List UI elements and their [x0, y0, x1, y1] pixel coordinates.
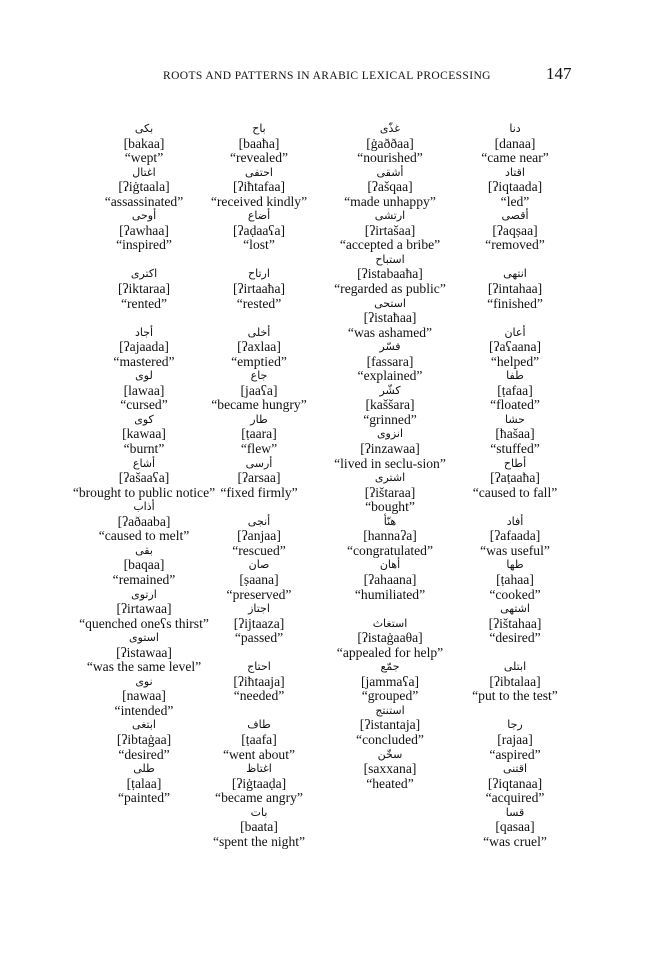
gloss: “floated”	[490, 397, 540, 413]
arabic-word: هنّأ	[383, 514, 397, 528]
gloss: “removed”	[485, 237, 545, 253]
arabic-word: أرسى	[245, 456, 273, 470]
word-entry	[315, 471, 465, 515]
arabic-word: حشا	[505, 412, 525, 426]
arabic-word: طفا	[506, 369, 524, 383]
gloss: “flew”	[240, 441, 278, 457]
word-entry	[188, 806, 330, 850]
transliteration: [ʔirtaaħa]	[232, 281, 286, 297]
arabic-word: اقتنى	[502, 762, 528, 776]
word-entry	[188, 122, 330, 166]
word-entry	[188, 413, 330, 457]
arabic-word: سخّن	[377, 747, 403, 761]
word-entry	[445, 660, 585, 704]
entry-spacer	[188, 500, 330, 515]
transliteration: [ʔahaana]	[363, 571, 417, 587]
arabic-word: اقتاد	[505, 165, 525, 179]
gloss: “was the same level”	[86, 659, 202, 675]
arabic-word: لوى	[135, 369, 153, 383]
word-entry	[445, 806, 585, 850]
transliteration: [danaa]	[494, 135, 536, 151]
transliteration: [ʔistabaaħa]	[357, 266, 423, 282]
arabic-word: استحى	[374, 296, 406, 310]
gloss: “wept”	[124, 150, 164, 166]
transliteration: [baaħa]	[238, 135, 280, 151]
transliteration: [ʔistantaja]	[359, 717, 421, 733]
arabic-word: طار	[250, 412, 268, 426]
transliteration: [ʔinzawaa]	[360, 441, 420, 457]
transliteration: [ʔistaġaaθa]	[357, 630, 423, 646]
transliteration: [ʔirtašaa]	[364, 222, 416, 238]
arabic-word: اشتهى	[500, 602, 530, 616]
word-entry	[315, 427, 465, 471]
gloss: “intended”	[114, 702, 174, 718]
word-column-3	[315, 122, 465, 791]
word-entry	[188, 762, 330, 806]
arabic-word: احتاج	[247, 660, 271, 674]
gloss: “brought to public notice”	[72, 484, 216, 500]
transliteration: [bakaa]	[123, 135, 165, 151]
transliteration: [ʔibtaġaa]	[116, 731, 172, 747]
gloss: “quenched oneʕs thirst”	[79, 615, 209, 631]
gloss: “emptied”	[231, 353, 287, 369]
arabic-word: أضاع	[247, 209, 271, 223]
gloss: “concluded”	[356, 731, 424, 747]
gloss: “aspired”	[489, 746, 541, 762]
arabic-word: قسا	[505, 805, 525, 819]
word-entry	[315, 166, 465, 210]
arabic-word: أخلى	[247, 325, 271, 339]
word-entry	[445, 515, 585, 559]
entry-spacer	[445, 500, 585, 515]
gloss: “rented”	[120, 295, 168, 311]
gloss: “caused to melt”	[98, 528, 190, 544]
transliteration: [ʔiqtaada]	[487, 179, 543, 195]
entry-spacer	[188, 253, 330, 268]
word-entry	[188, 602, 330, 646]
transliteration: [baata]	[240, 819, 278, 835]
word-entry	[188, 457, 330, 501]
transliteration: [ʔaqṣaa]	[492, 222, 538, 238]
word-column-2	[188, 122, 330, 849]
arabic-word: اشترى	[374, 471, 406, 485]
arabic-word: كشّر	[379, 383, 401, 397]
gloss: “mastered”	[113, 353, 175, 369]
gloss: “burnt”	[123, 441, 165, 457]
transliteration: [lawaa]	[123, 382, 165, 398]
gloss: “painted”	[117, 790, 171, 806]
transliteration: [ʔištaraa]	[364, 484, 416, 500]
word-entry	[315, 209, 465, 253]
arabic-word: احتفى	[245, 165, 273, 179]
gloss: “desired”	[118, 746, 170, 762]
word-entry	[445, 166, 585, 210]
transliteration: [ṭafaa]	[497, 382, 533, 398]
arabic-word: استغاث	[372, 616, 408, 630]
entry-spacer	[315, 602, 465, 617]
gloss: “needed”	[233, 688, 285, 704]
gloss: “humiliated”	[354, 586, 426, 602]
gloss: “cooked”	[489, 586, 541, 602]
transliteration: [qasaa]	[495, 819, 535, 835]
transliteration: [fassara]	[366, 353, 414, 369]
entry-spacer	[445, 704, 585, 719]
gloss: “lived in seclu-sion”	[334, 455, 446, 471]
entry-spacer	[188, 311, 330, 326]
arabic-word: بقى	[135, 543, 153, 557]
gloss: “rested”	[236, 295, 282, 311]
transliteration: [ʔintahaa]	[487, 281, 543, 297]
transliteration: [ʔajaada]	[119, 339, 169, 355]
transliteration: [ʔiqtanaa]	[487, 775, 543, 791]
transliteration: [ʔaʕaana]	[488, 339, 542, 355]
transliteration: [rajaa]	[497, 731, 533, 747]
arabic-word: استنتج	[375, 703, 405, 717]
transliteration: [jammaʕa]	[360, 673, 420, 689]
word-entry	[188, 515, 330, 559]
word-entry	[315, 515, 465, 559]
transliteration: [ʔarsaa]	[237, 470, 281, 486]
arabic-word: فسّر	[379, 340, 401, 354]
entry-spacer	[188, 646, 330, 661]
transliteration: [ʔištahaa]	[488, 615, 542, 631]
entry-spacer	[188, 704, 330, 719]
word-entry	[315, 660, 465, 704]
transliteration: [ʔafaada]	[489, 528, 541, 544]
transliteration: [ʔaḍaaʕa]	[232, 222, 286, 238]
word-entry	[445, 558, 585, 602]
transliteration: [ʔibtalaa]	[489, 673, 541, 689]
transliteration: [ʔirtawaa]	[116, 601, 172, 617]
word-entry	[445, 762, 585, 806]
gloss: “regarded as public”	[334, 281, 446, 297]
arabic-word: ابتغى	[132, 718, 156, 732]
arabic-word: أجاد	[134, 325, 154, 339]
word-entry	[188, 369, 330, 413]
transliteration: [ʔašqaa]	[367, 179, 413, 195]
word-entry	[315, 340, 465, 384]
arabic-word: طلى	[133, 762, 155, 776]
gloss: “grinned”	[363, 411, 417, 427]
arabic-word: ارتوى	[131, 587, 157, 601]
arabic-word: استباح	[375, 252, 405, 266]
gloss: “caused to fall”	[472, 484, 558, 500]
word-column-4	[445, 122, 585, 849]
arabic-word: انزوى	[376, 427, 404, 441]
transliteration: [baqaa]	[123, 557, 165, 573]
arabic-word: ابتلى	[503, 660, 527, 674]
arabic-word: أهان	[379, 558, 401, 572]
transliteration: [kawaa]	[122, 426, 166, 442]
transliteration: [jaaʕa]	[240, 382, 278, 398]
gloss: “led”	[500, 193, 530, 209]
transliteration: [ʔistawaa]	[116, 644, 172, 660]
word-entry	[315, 122, 465, 166]
transliteration: [ṭalaa]	[126, 775, 162, 791]
page-header	[0, 64, 650, 88]
transliteration: [ʔaṭaaħa]	[490, 470, 540, 486]
arabic-word: طاف	[247, 718, 271, 732]
transliteration: [ṣaana]	[239, 571, 279, 587]
gloss: “was cruel”	[483, 833, 547, 849]
entry-spacer	[445, 311, 585, 326]
word-entry	[188, 326, 330, 370]
transliteration: [hannaʔa]	[363, 528, 417, 544]
transliteration: [ġaððaa]	[366, 135, 414, 151]
transliteration: [ʔanjaa]	[237, 528, 281, 544]
arabic-word: غذّى	[379, 122, 401, 135]
arabic-word: انتهى	[503, 267, 527, 281]
gloss: “nourished”	[357, 150, 423, 166]
arabic-word: صان	[248, 558, 270, 572]
transliteration: [ʔistaħaa]	[363, 310, 417, 326]
gloss: “was ashamed”	[347, 324, 433, 340]
arabic-word: اجتاز	[248, 602, 270, 616]
word-entry	[445, 413, 585, 457]
arabic-word: اكترى	[130, 267, 158, 281]
gloss: “cursed”	[120, 397, 168, 413]
transliteration: [nawaa]	[122, 688, 166, 704]
gloss: “heated”	[366, 775, 414, 791]
gloss: “stuffed”	[490, 441, 540, 457]
gloss: “acquired”	[485, 790, 545, 806]
word-entry	[445, 267, 585, 311]
word-entry	[188, 558, 330, 602]
transliteration: [ʔiktaraa]	[117, 281, 171, 297]
arabic-word: باح	[252, 122, 266, 135]
transliteration: [ʔiħtafaa]	[232, 179, 286, 195]
transliteration: [ṭaara]	[241, 426, 277, 442]
word-entry	[315, 297, 465, 341]
running-head: ROOTS AND PATTERNS IN ARABIC LEXICAL PROCESSING	[163, 70, 491, 82]
gloss: “made unhappy”	[344, 193, 436, 209]
arabic-word: أذاب	[133, 500, 155, 514]
word-entry	[188, 166, 330, 210]
transliteration: [ʔaxlaa]	[237, 339, 281, 355]
gloss: “remained”	[112, 571, 176, 587]
word-entry	[315, 617, 465, 661]
transliteration: [ʔaðaaba]	[117, 513, 171, 529]
transliteration: [ħašaa]	[495, 426, 535, 442]
arabic-word: جمّع	[380, 660, 400, 674]
arabic-word: ارتشى	[374, 209, 406, 223]
arabic-word: اغتال	[132, 165, 156, 179]
entry-spacer	[445, 646, 585, 661]
gloss: “became angry”	[215, 790, 303, 806]
transliteration: [saxxana]	[363, 761, 417, 777]
word-entry	[315, 253, 465, 297]
word-entry	[445, 369, 585, 413]
arabic-word: أشاع	[132, 456, 156, 470]
gloss: “passed”	[234, 630, 284, 646]
gloss: “went about”	[222, 746, 296, 762]
arabic-word: طها	[506, 558, 524, 572]
gloss: “preserved”	[226, 586, 292, 602]
gloss: “became hungry”	[211, 397, 307, 413]
transliteration: [ṭahaa]	[496, 571, 534, 587]
transliteration: [ʔiġtaaḍa]	[231, 775, 287, 791]
word-entry	[445, 602, 585, 646]
word-entry	[445, 122, 585, 166]
gloss: “bought”	[365, 499, 415, 515]
gloss: “congratulated”	[346, 542, 434, 558]
gloss: “explained”	[357, 368, 423, 384]
word-entry	[445, 718, 585, 762]
arabic-word: أشقى	[376, 165, 404, 179]
arabic-word: أفاد	[506, 514, 524, 528]
arabic-word: بكى	[134, 122, 154, 135]
gloss: “was useful”	[480, 542, 550, 558]
gloss: “fixed firmly”	[220, 484, 298, 500]
transliteration: [kaššara]	[365, 397, 415, 413]
arabic-word: أقصى	[501, 209, 529, 223]
gloss: “came near”	[481, 150, 549, 166]
arabic-word: أوحى	[131, 209, 157, 223]
word-entry	[445, 209, 585, 253]
word-entry	[315, 384, 465, 428]
word-entry	[445, 457, 585, 501]
word-entry	[315, 748, 465, 792]
gloss: “revealed”	[229, 150, 289, 166]
arabic-word: أطاح	[503, 456, 527, 470]
word-entry	[188, 718, 330, 762]
word-entry	[188, 660, 330, 704]
arabic-word: رجا	[507, 718, 523, 732]
gloss: “rescued”	[232, 542, 286, 558]
word-entry	[315, 558, 465, 602]
gloss: “appealed for help”	[336, 644, 444, 660]
gloss: “grouped”	[361, 688, 419, 704]
arabic-word: كوى	[134, 412, 154, 426]
arabic-word: استوى	[129, 631, 159, 645]
gloss: “received kindly”	[210, 193, 308, 209]
transliteration: [ʔiġtaala]	[118, 179, 170, 195]
word-entry	[315, 704, 465, 748]
arabic-word: ارتاح	[248, 267, 270, 281]
arabic-word: اغتاظ	[246, 762, 272, 776]
word-entry	[188, 267, 330, 311]
transliteration: [ʔiħtaaja]	[233, 673, 285, 689]
arabic-word: أعان	[504, 325, 526, 339]
gloss: “accepted a bribe”	[339, 237, 441, 253]
transliteration: [ʔašaaʕa]	[118, 470, 170, 486]
transliteration: [ʔijtaaza]	[233, 615, 285, 631]
gloss: “assassinated”	[104, 193, 184, 209]
gloss: “desired”	[489, 630, 541, 646]
arabic-word: دنا	[509, 122, 521, 135]
word-entry	[445, 326, 585, 370]
transliteration: [ʔawhaa]	[119, 222, 169, 238]
gloss: “finished”	[487, 295, 543, 311]
entry-spacer	[445, 253, 585, 268]
gloss: “put to the test”	[472, 688, 558, 704]
arabic-word: جاع	[250, 369, 268, 383]
gloss: “inspired”	[116, 237, 172, 253]
gloss: “lost”	[243, 237, 275, 253]
word-entry	[188, 209, 330, 253]
arabic-word: أنجى	[247, 514, 271, 528]
arabic-word: نوى	[135, 674, 153, 688]
page-number: 147	[546, 64, 572, 83]
transliteration: [ṭaafa]	[241, 731, 277, 747]
gloss: “spent the night”	[212, 833, 306, 849]
arabic-word: بات	[250, 805, 268, 819]
gloss: “helped”	[490, 353, 540, 369]
